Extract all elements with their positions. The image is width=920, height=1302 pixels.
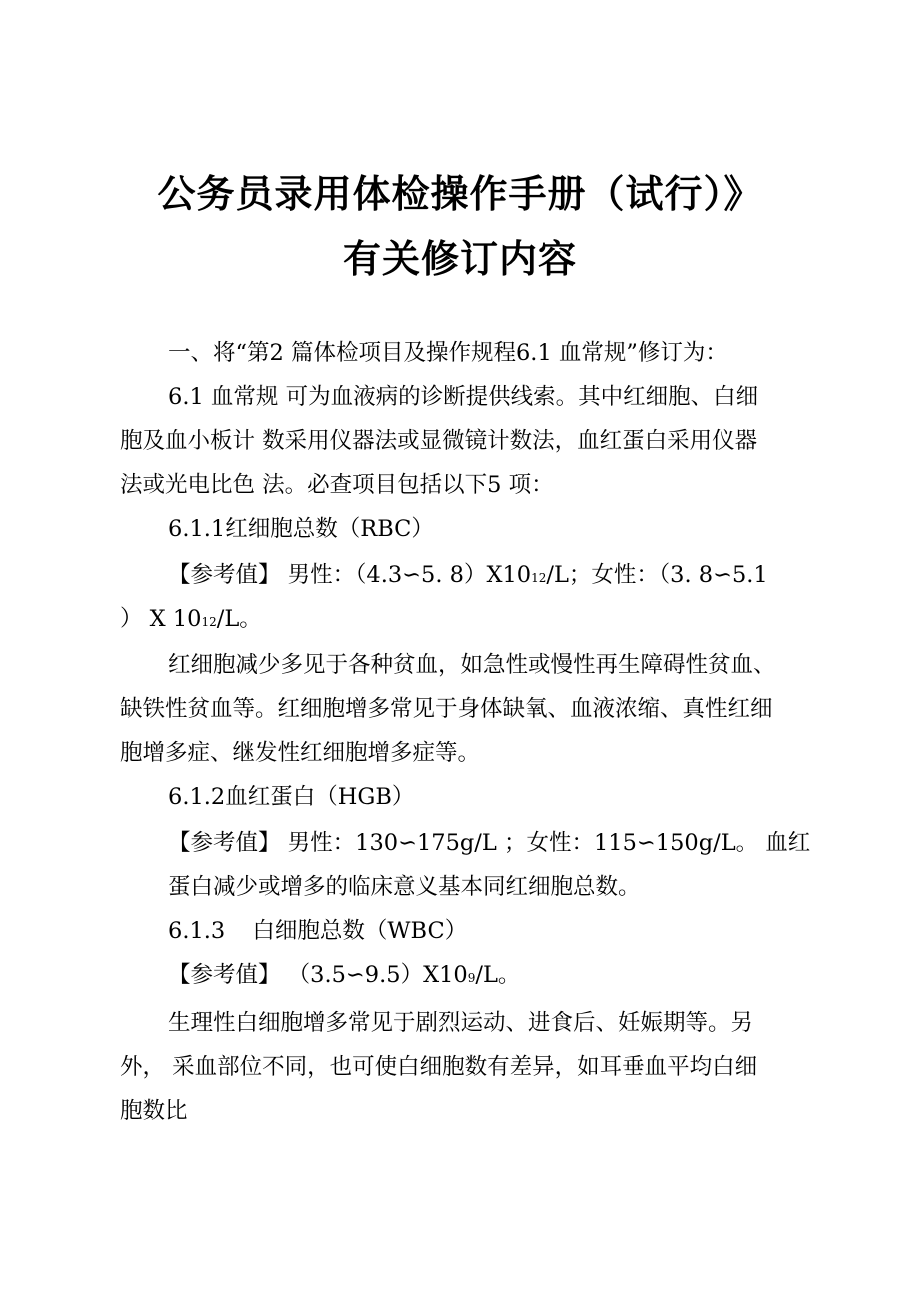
document-title: 公务员录用体检操作手册（试行）》	[157, 172, 763, 216]
paragraph-line: 蛋白减少或增多的临床意义基本同红细胞总数。	[168, 874, 641, 900]
paragraph-line: 生理性白细胞增多常见于剧烈运动、进食后、妊娠期等。另	[168, 1010, 754, 1036]
paragraph-line: 一、将“第2 篇体检项目及操作规程6.1 血常规”修订为：	[168, 340, 728, 366]
section-heading-wbc: 6.1.3 白细胞总数（WBC）	[168, 918, 468, 944]
paragraph-line: 胞及血小板计 数采用仪器法或显微镜计数法，血红蛋白采用仪器	[120, 428, 758, 454]
reference-value-hgb: 【参考值】 男性：130∽175g/L ；女性：115∽150g/L。 血红	[168, 830, 811, 856]
text-segment: 【参考值】 男性：（4.3∽5. 8）X10	[168, 562, 532, 588]
paragraph-line: 外， 采血部位不同，也可使白细胞数有差异，如耳垂血平均白细	[120, 1054, 758, 1080]
section-heading-rbc: 6.1.1红细胞总数（RBC）	[168, 516, 434, 542]
reference-value-wbc	[168, 960, 520, 993]
reference-value-rbc	[168, 560, 768, 593]
text-segment: /L。	[216, 606, 262, 632]
paragraph-line: 6.1 血常规 可为血液病的诊断提供线索。其中红细胞、白细	[168, 384, 759, 410]
text-segment: ） X 10	[120, 606, 202, 632]
text-segment: /L；女性：（3. 8∽5.1	[546, 562, 768, 588]
subscript: 12	[531, 571, 547, 585]
document-subtitle: 有关修订内容	[342, 237, 577, 281]
section-heading-hgb: 6.1.2血红蛋白（HGB）	[168, 784, 415, 810]
paragraph-line: 红细胞减少多见于各种贫血，如急性或慢性再生障碍性贫血、	[168, 652, 776, 678]
reference-value-rbc-cont	[120, 604, 262, 637]
paragraph-line: 胞增多症、继发性红细胞增多症等。	[120, 740, 481, 766]
paragraph-line: 缺铁性贫血等。红细胞增多常见于身体缺氧、血液浓缩、真性红细	[120, 696, 773, 722]
text-segment: /L。	[475, 962, 521, 988]
paragraph-line: 胞数比	[120, 1098, 188, 1124]
text-segment: 【参考值】 （3.5∽9.5）X10	[168, 962, 468, 988]
subscript: 12	[201, 615, 217, 629]
subscript: 9	[467, 971, 476, 985]
paragraph-line: 法或光电比色 法。必查项目包括以下5 项：	[120, 472, 554, 498]
